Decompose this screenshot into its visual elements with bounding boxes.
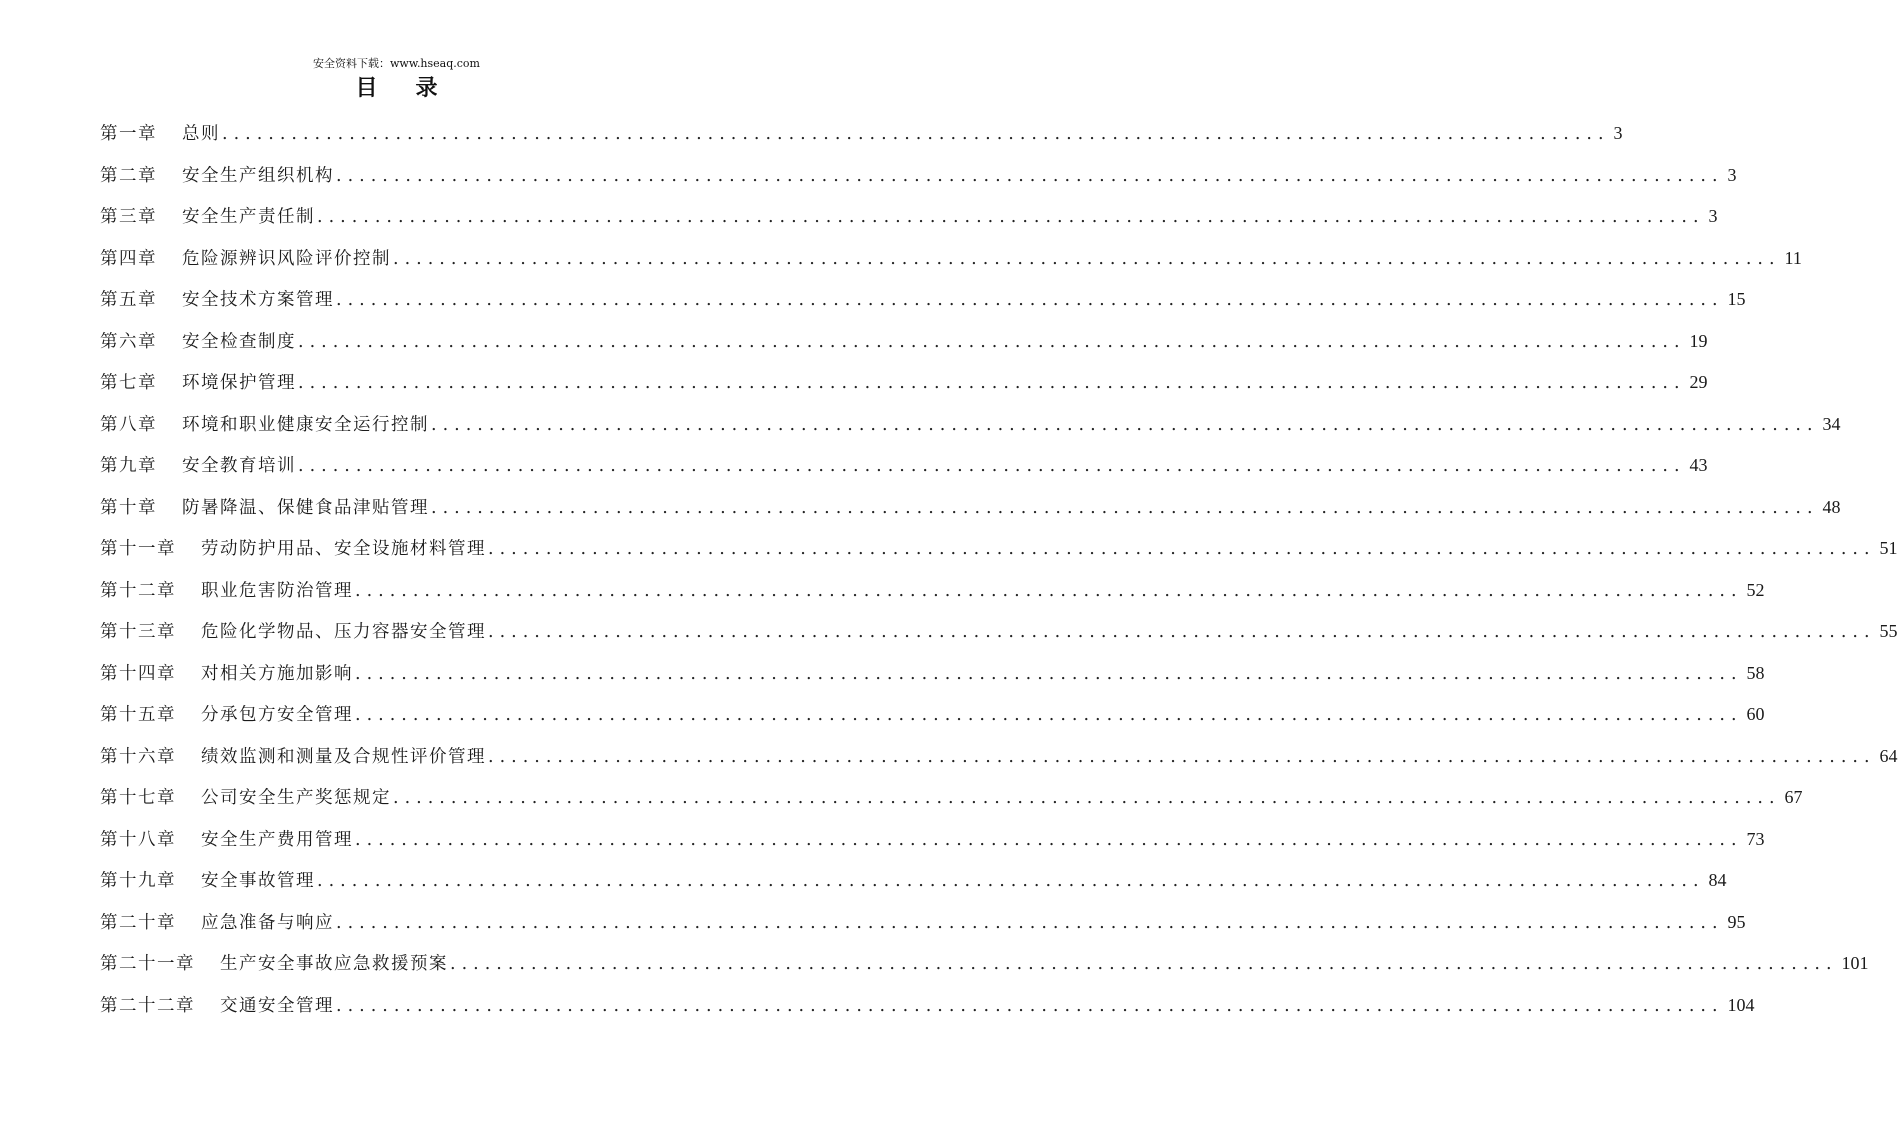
toc-entry[interactable] (100, 611, 1898, 653)
toc-chapter-title: 安全检查制度 (182, 331, 296, 352)
toc-dot-leader: ........................................................................................................................ (450, 954, 1838, 974)
toc-chapter-title: 分承包方安全管理 (201, 705, 353, 725)
toc-page-number: 34 (1822, 413, 1841, 434)
toc-dot-leader: ........................................................................................................................ (298, 373, 1686, 393)
toc-dot-leader: ........................................................................................................................ (336, 290, 1724, 310)
toc-entry[interactable] (100, 902, 1746, 944)
toc-page-number: 101 (1841, 953, 1869, 973)
toc-chapter-number: 第三章 (100, 207, 157, 227)
toc-chapter-title: 总则 (182, 124, 220, 144)
toc-chapter-title: 防暑降温、保健食品津贴管理 (182, 497, 429, 518)
toc-dot-leader: ........................................................................................................................ (431, 497, 1819, 518)
toc-page-number: 58 (1746, 662, 1765, 683)
toc-entry[interactable] (100, 943, 1869, 985)
toc-page-number: 73 (1746, 828, 1765, 849)
toc-page-number: 3 (1727, 164, 1737, 185)
toc-chapter-number: 第十一章 (100, 539, 176, 559)
toc-entry[interactable] (100, 819, 1765, 861)
toc-chapter-number: 第二十一章 (100, 954, 195, 974)
toc-page-number: 95 (1727, 911, 1746, 932)
toc-chapter-title: 交通安全管理 (220, 995, 334, 1016)
toc-dot-leader: ........................................................................................................................ (355, 663, 1743, 684)
toc-chapter-title: 危险源辨识风险评价控制 (182, 248, 391, 269)
toc-chapter-number: 第五章 (100, 290, 157, 310)
toc-entry[interactable] (100, 487, 1841, 529)
toc-dot-leader: ........................................................................................................................ (488, 746, 1876, 767)
toc-page-number: 67 (1784, 787, 1803, 807)
toc-chapter-number: 第八章 (100, 414, 157, 435)
toc-chapter-number: 第十三章 (100, 622, 176, 642)
toc-dot-leader: ........................................................................................................................ (355, 705, 1743, 725)
toc-page-number: 15 (1727, 289, 1746, 309)
toc-chapter-title: 环境和职业健康安全运行控制 (182, 414, 429, 435)
toc-dot-leader: ........................................................................................................................ (488, 539, 1876, 559)
toc-page-number: 3 (1708, 206, 1718, 226)
toc-chapter-number: 第十八章 (100, 829, 176, 850)
toc-entry[interactable] (100, 362, 1708, 404)
toc-page-number: 29 (1689, 372, 1708, 392)
toc-entry[interactable] (100, 155, 1737, 197)
toc-chapter-number: 第一章 (100, 124, 157, 144)
toc-page-number: 19 (1689, 330, 1708, 351)
toc-entry[interactable] (100, 777, 1803, 819)
toc-page-number: 48 (1822, 496, 1841, 517)
page-title: 目录 (355, 75, 476, 101)
toc-dot-leader: ........................................................................................................................ (336, 995, 1724, 1016)
toc-page-number: 52 (1746, 579, 1765, 600)
toc-chapter-title: 安全生产费用管理 (201, 829, 353, 850)
toc-chapter-title: 安全生产组织机构 (182, 165, 334, 186)
toc-dot-leader: ........................................................................................................................ (488, 622, 1876, 642)
source-note: 安全资料下载：www.hseaq.com (313, 57, 480, 70)
toc-dot-leader: ........................................................................................................................ (393, 248, 1781, 269)
toc-entry[interactable] (100, 321, 1708, 363)
toc-chapter-title: 对相关方施加影响 (201, 663, 353, 684)
toc-dot-leader: ........................................................................................................................ (355, 829, 1743, 850)
toc-dot-leader: ........................................................................................................................ (336, 165, 1724, 186)
toc-dot-leader: ........................................................................................................................ (317, 207, 1705, 227)
toc-page-number: 55 (1879, 621, 1898, 641)
toc-chapter-number: 第六章 (100, 331, 157, 352)
toc-page-number: 64 (1879, 745, 1898, 766)
toc-chapter-title: 绩效监测和测量及合规性评价管理 (201, 746, 486, 767)
toc-page-number: 84 (1708, 870, 1727, 890)
toc-entry[interactable] (100, 653, 1765, 695)
toc-chapter-number: 第七章 (100, 373, 157, 393)
toc-chapter-title: 职业危害防治管理 (201, 580, 353, 601)
toc-entry[interactable] (100, 985, 1755, 1027)
toc-dot-leader: ........................................................................................................................ (298, 456, 1686, 476)
toc-chapter-number: 第十九章 (100, 871, 176, 891)
toc-dot-leader: ........................................................................................................................ (431, 414, 1819, 435)
toc-chapter-number: 第二十二章 (100, 995, 195, 1016)
toc-dot-leader: ........................................................................................................................ (298, 331, 1686, 352)
toc-dot-leader: ........................................................................................................................ (336, 912, 1724, 933)
toc-entry[interactable] (100, 238, 1802, 280)
toc-entry[interactable] (100, 694, 1765, 736)
toc-chapter-title: 应急准备与响应 (201, 912, 334, 933)
toc-entry[interactable] (100, 736, 1898, 778)
toc-chapter-number: 第九章 (100, 456, 157, 476)
toc-entry[interactable] (100, 860, 1727, 902)
toc-chapter-number: 第二章 (100, 165, 157, 186)
toc-chapter-number: 第十六章 (100, 746, 176, 767)
toc-page-number: 43 (1689, 455, 1708, 475)
toc-page-number: 11 (1784, 247, 1802, 268)
toc-dot-leader: ........................................................................................................................ (393, 788, 1781, 808)
toc-entry[interactable] (100, 113, 1623, 155)
toc-chapter-number: 第十七章 (100, 788, 176, 808)
toc-chapter-number: 第十二章 (100, 580, 176, 601)
toc-chapter-title: 公司安全生产奖惩规定 (201, 788, 391, 808)
toc-chapter-title: 安全技术方案管理 (182, 290, 334, 310)
toc-entry[interactable] (100, 196, 1718, 238)
toc-page-number: 51 (1879, 538, 1898, 558)
toc-chapter-title: 危险化学物品、压力容器安全管理 (201, 622, 486, 642)
toc-chapter-title: 生产安全事故应急救援预案 (220, 954, 448, 974)
toc-entry[interactable] (100, 570, 1765, 612)
toc-chapter-number: 第十五章 (100, 705, 176, 725)
toc-entry[interactable] (100, 445, 1708, 487)
toc-dot-leader: ........................................................................................................................ (317, 871, 1705, 891)
toc-chapter-title: 劳动防护用品、安全设施材料管理 (201, 539, 486, 559)
toc-chapter-title: 安全生产责任制 (182, 207, 315, 227)
toc-page-number: 60 (1746, 704, 1765, 724)
toc-entry[interactable] (100, 404, 1841, 446)
toc-chapter-title: 环境保护管理 (182, 373, 296, 393)
toc-chapter-number: 第十四章 (100, 663, 176, 684)
toc-entry[interactable] (100, 279, 1746, 321)
toc-entry[interactable] (100, 528, 1898, 570)
toc-page-number: 3 (1613, 123, 1623, 143)
toc-chapter-title: 安全事故管理 (201, 871, 315, 891)
toc-chapter-number: 第四章 (100, 248, 157, 269)
toc-page-number: 104 (1727, 994, 1755, 1015)
toc-chapter-number: 第二十章 (100, 912, 176, 933)
toc-chapter-title: 安全教育培训 (182, 456, 296, 476)
toc-dot-leader: ........................................................................................................................ (355, 580, 1743, 601)
table-of-contents (100, 113, 1898, 1026)
toc-chapter-number: 第十章 (100, 497, 157, 518)
toc-dot-leader: ........................................................................................................................ (222, 124, 1610, 144)
